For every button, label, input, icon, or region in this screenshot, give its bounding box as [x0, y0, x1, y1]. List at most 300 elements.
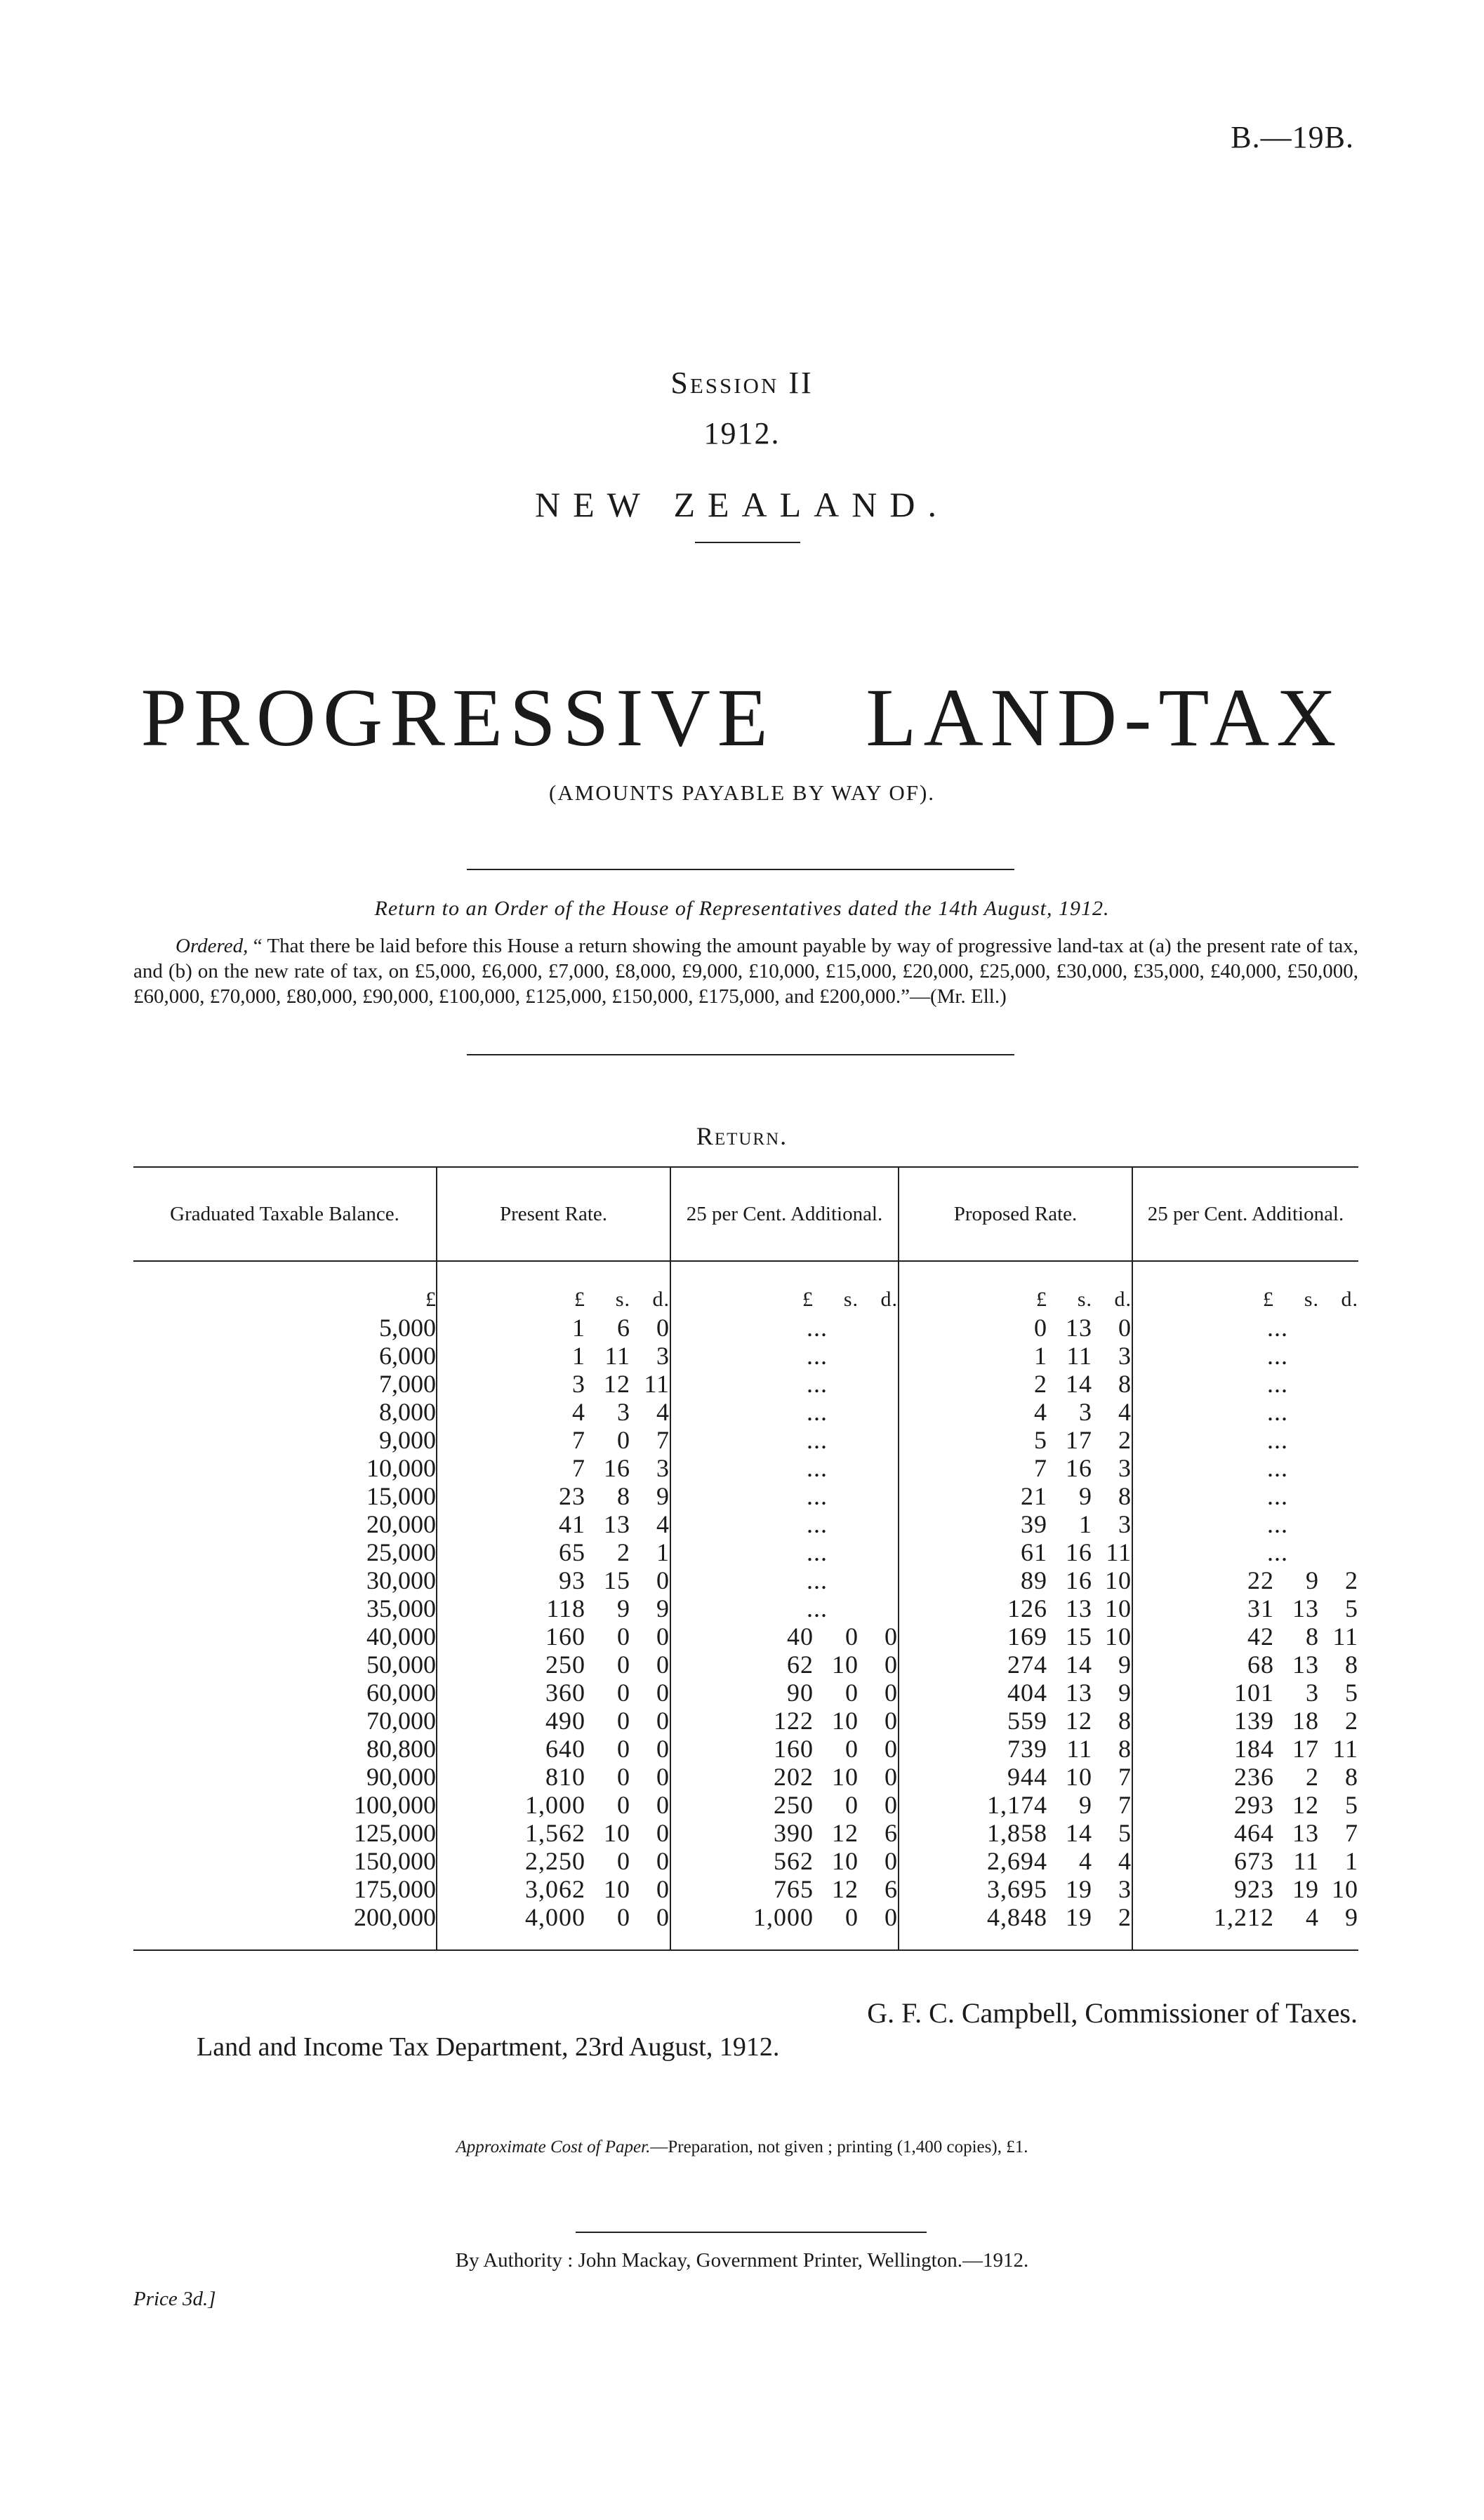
- balance-value: 125,000: [354, 1819, 436, 1847]
- proposed-rate-pence: 5: [1118, 1819, 1132, 1847]
- present-rate-pence: 0: [656, 1791, 670, 1819]
- present-rate-pence: 0: [656, 1679, 670, 1707]
- table-row: [133, 1482, 1358, 1510]
- present-additional-pounds: ...: [807, 1566, 828, 1594]
- present-additional-pounds: ...: [807, 1398, 828, 1426]
- proposed-rate-shillings: 14: [1066, 1819, 1092, 1847]
- present-additional-pounds: 1,000: [753, 1903, 814, 1931]
- session-label: Session II: [670, 366, 814, 400]
- present-additional-shillings: 10: [832, 1707, 859, 1735]
- present-additional-shillings: 0: [845, 1791, 859, 1819]
- present-rate-pounds: 810: [545, 1763, 585, 1791]
- header-proposed-rate: Proposed Rate.: [899, 1167, 1132, 1261]
- proposed-rate-pence: 3: [1118, 1875, 1132, 1903]
- present-additional-pence: 6: [885, 1819, 898, 1847]
- present-additional-pence: 0: [885, 1679, 898, 1707]
- table-row: [133, 1566, 1358, 1594]
- proposed-additional-pounds: 22: [1247, 1566, 1274, 1594]
- proposed-additional-pounds: ...: [1267, 1398, 1288, 1426]
- proposed-rate-shillings: 11: [1066, 1342, 1092, 1370]
- proposed-rate-pence: 3: [1118, 1454, 1132, 1482]
- proposed-rate-pence: 2: [1118, 1903, 1132, 1931]
- proposed-rate-shillings: 16: [1066, 1566, 1092, 1594]
- proposed-additional-pence: 11: [1332, 1622, 1358, 1651]
- proposed-additional-pence: 9: [1345, 1903, 1358, 1931]
- proposed-rate-shillings: 15: [1066, 1622, 1092, 1651]
- present-rate-pounds: 360: [545, 1679, 585, 1707]
- proposed-additional-pence: 11: [1332, 1735, 1358, 1763]
- present-rate-pounds: 490: [545, 1707, 585, 1735]
- present-rate-pounds: 250: [545, 1651, 585, 1679]
- table-row: [133, 1594, 1358, 1622]
- proposed-rate-pounds: 2,694: [987, 1847, 1047, 1875]
- ordered-paragraph: [133, 933, 1358, 1009]
- proposed-rate-shillings: 10: [1066, 1763, 1092, 1791]
- present-additional-pence: 0: [885, 1847, 898, 1875]
- present-rate-shillings: 0: [617, 1679, 630, 1707]
- present-rate-pence: 0: [656, 1819, 670, 1847]
- present-rate-pence: 0: [656, 1566, 670, 1594]
- present-additional-pence: 0: [885, 1622, 898, 1651]
- proposed-rate-pounds: 3,695: [987, 1875, 1047, 1903]
- table-row: [133, 1398, 1358, 1426]
- present-rate-shillings: 0: [617, 1707, 630, 1735]
- proposed-additional-pounds: ...: [1267, 1314, 1288, 1342]
- unit-shillings: s.: [843, 1288, 859, 1311]
- present-rate-pounds: 1: [572, 1314, 585, 1342]
- page-title: PROGRESSIVE LAND-TAX: [140, 672, 1344, 764]
- balance-value: 60,000: [366, 1679, 436, 1707]
- proposed-rate-pounds: 39: [1021, 1510, 1047, 1538]
- present-additional-pounds: 160: [774, 1735, 814, 1763]
- present-additional-pounds: 62: [787, 1651, 814, 1679]
- header-present-additional: 25 per Cent. Additional.: [670, 1167, 899, 1261]
- present-rate-pence: 0: [656, 1875, 670, 1903]
- proposed-additional-pounds: ...: [1267, 1510, 1288, 1538]
- balance-value: 175,000: [354, 1875, 436, 1903]
- proposed-additional-shillings: 12: [1292, 1791, 1319, 1819]
- unit-pound: £: [1263, 1288, 1274, 1311]
- present-rate-shillings: 0: [617, 1622, 630, 1651]
- proposed-rate-pence: 7: [1118, 1791, 1132, 1819]
- present-additional-pounds: 202: [774, 1763, 814, 1791]
- present-rate-pounds: 1,562: [525, 1819, 585, 1847]
- present-rate-pence: 3: [656, 1454, 670, 1482]
- printer-authority-line: By Authority : John Mackay, Government Printer, Wellington.—1912.: [455, 2249, 1029, 2272]
- proposed-rate-shillings: 11: [1066, 1735, 1092, 1763]
- country-heading: NEW ZEALAND.: [535, 485, 949, 524]
- proposed-additional-pounds: ...: [1267, 1370, 1288, 1398]
- unit-pound: £: [802, 1288, 814, 1311]
- present-rate-pence: 0: [656, 1735, 670, 1763]
- balance-value: 15,000: [366, 1482, 436, 1510]
- present-rate-shillings: 0: [617, 1735, 630, 1763]
- proposed-rate-shillings: 13: [1066, 1314, 1092, 1342]
- proposed-additional-pounds: 101: [1234, 1679, 1274, 1707]
- header-present-rate: Present Rate.: [437, 1167, 670, 1261]
- present-additional-pounds: 390: [774, 1819, 814, 1847]
- proposed-additional-pounds: 42: [1247, 1622, 1274, 1651]
- tax-return-table: [133, 1166, 1358, 1951]
- present-rate-pounds: 7: [572, 1426, 585, 1454]
- balance-value: 30,000: [366, 1566, 436, 1594]
- present-rate-pence: 0: [656, 1903, 670, 1931]
- proposed-rate-pence: 2: [1118, 1426, 1132, 1454]
- session-year: 1912.: [703, 416, 781, 451]
- proposed-additional-pounds: ...: [1267, 1426, 1288, 1454]
- proposed-rate-pounds: 274: [1007, 1651, 1047, 1679]
- present-additional-pence: 0: [885, 1735, 898, 1763]
- table-row: [133, 1651, 1358, 1679]
- proposed-additional-pounds: 139: [1234, 1707, 1274, 1735]
- proposed-rate-shillings: 19: [1066, 1903, 1092, 1931]
- present-rate-pounds: 23: [559, 1482, 585, 1510]
- proposed-rate-pounds: 5: [1034, 1426, 1047, 1454]
- present-additional-pence: 0: [885, 1763, 898, 1791]
- present-rate-shillings: 6: [617, 1314, 630, 1342]
- proposed-rate-pounds: 0: [1034, 1314, 1047, 1342]
- table-row: [133, 1847, 1358, 1875]
- present-rate-shillings: 0: [617, 1903, 630, 1931]
- proposed-additional-pence: 7: [1345, 1819, 1358, 1847]
- present-rate-shillings: 0: [617, 1791, 630, 1819]
- present-rate-shillings: 10: [604, 1819, 630, 1847]
- proposed-rate-shillings: 1: [1079, 1510, 1092, 1538]
- table-row: [133, 1454, 1358, 1482]
- present-rate-pence: 3: [656, 1342, 670, 1370]
- proposed-rate-pence: 10: [1105, 1594, 1132, 1622]
- proposed-rate-pounds: 7: [1034, 1454, 1047, 1482]
- present-rate-shillings: 8: [617, 1482, 630, 1510]
- proposed-additional-shillings: 11: [1293, 1847, 1319, 1875]
- proposed-rate-pounds: 1: [1034, 1342, 1047, 1370]
- proposed-rate-pence: 8: [1118, 1735, 1132, 1763]
- proposed-rate-pounds: 4,848: [987, 1903, 1047, 1931]
- proposed-additional-pence: 2: [1345, 1566, 1358, 1594]
- present-additional-shillings: 0: [845, 1622, 859, 1651]
- present-additional-pounds: 562: [774, 1847, 814, 1875]
- proposed-rate-shillings: 16: [1066, 1454, 1092, 1482]
- present-additional-pounds: 40: [787, 1622, 814, 1651]
- proposed-rate-pence: 3: [1118, 1510, 1132, 1538]
- present-rate-pounds: 1,000: [525, 1791, 585, 1819]
- proposed-additional-shillings: 4: [1306, 1903, 1319, 1931]
- present-rate-shillings: 13: [604, 1510, 630, 1538]
- proposed-additional-pounds: ...: [1267, 1454, 1288, 1482]
- unit-pound: £: [1036, 1288, 1047, 1311]
- present-additional-shillings: 10: [832, 1763, 859, 1791]
- proposed-rate-pence: 9: [1118, 1651, 1132, 1679]
- proposed-additional-pounds: 184: [1234, 1735, 1274, 1763]
- present-rate-shillings: 0: [617, 1847, 630, 1875]
- proposed-rate-shillings: 17: [1066, 1426, 1092, 1454]
- unit-pence: d.: [880, 1288, 898, 1311]
- page-subtitle: (AMOUNTS PAYABLE BY WAY OF).: [548, 780, 936, 805]
- proposed-rate-pounds: 4: [1034, 1398, 1047, 1426]
- unit-shillings: s.: [1077, 1288, 1092, 1311]
- table-row: [133, 1679, 1358, 1707]
- present-rate-pence: 11: [644, 1370, 670, 1398]
- proposed-additional-pounds: 293: [1234, 1791, 1274, 1819]
- return-heading: Return.: [696, 1122, 788, 1150]
- balance-value: 6,000: [379, 1342, 436, 1370]
- proposed-rate-pounds: 944: [1007, 1763, 1047, 1791]
- present-rate-shillings: 15: [604, 1566, 630, 1594]
- balance-value: 20,000: [366, 1510, 436, 1538]
- present-rate-pounds: 1: [572, 1342, 585, 1370]
- present-rate-shillings: 0: [617, 1426, 630, 1454]
- return-order-line: Return to an Order of the House of Representatives dated the 14th August, 1912.: [374, 897, 1110, 920]
- proposed-rate-pounds: 1,174: [987, 1791, 1047, 1819]
- present-rate-pounds: 65: [559, 1538, 585, 1566]
- proposed-rate-shillings: 16: [1066, 1538, 1092, 1566]
- present-rate-shillings: 3: [617, 1398, 630, 1426]
- table-row: [133, 1763, 1358, 1791]
- balance-value: 90,000: [366, 1763, 436, 1791]
- proposed-rate-shillings: 13: [1066, 1594, 1092, 1622]
- present-rate-pounds: 4,000: [525, 1903, 585, 1931]
- present-additional-shillings: 10: [832, 1651, 859, 1679]
- proposed-additional-shillings: 13: [1292, 1819, 1319, 1847]
- proposed-additional-pence: 2: [1345, 1707, 1358, 1735]
- proposed-additional-shillings: 9: [1306, 1566, 1319, 1594]
- paper-cost-label: Approximate Cost of Paper.: [456, 2138, 651, 2156]
- unit-shillings: s.: [1304, 1288, 1319, 1311]
- proposed-rate-pence: 3: [1118, 1342, 1132, 1370]
- present-rate-pence: 4: [656, 1398, 670, 1426]
- proposed-rate-pence: 7: [1118, 1763, 1132, 1791]
- present-rate-pounds: 3: [572, 1370, 585, 1398]
- table-row: [133, 1622, 1358, 1651]
- present-rate-pence: 0: [656, 1847, 670, 1875]
- signature-line: [867, 1996, 1358, 2029]
- proposed-rate-pence: 0: [1118, 1314, 1132, 1342]
- present-additional-pounds: 250: [774, 1791, 814, 1819]
- proposed-rate-pence: 8: [1118, 1482, 1132, 1510]
- balance-value: 70,000: [366, 1707, 436, 1735]
- present-additional-pence: 0: [885, 1651, 898, 1679]
- present-additional-pence: 6: [885, 1875, 898, 1903]
- proposed-additional-shillings: 13: [1292, 1651, 1319, 1679]
- present-additional-shillings: 0: [845, 1903, 859, 1931]
- present-additional-pounds: ...: [807, 1314, 828, 1342]
- proposed-rate-pounds: 559: [1007, 1707, 1047, 1735]
- table-row: [133, 1707, 1358, 1735]
- proposed-additional-pence: 5: [1345, 1791, 1358, 1819]
- proposed-additional-pence: 8: [1345, 1651, 1358, 1679]
- balance-value: 200,000: [354, 1903, 436, 1931]
- proposed-rate-shillings: 3: [1079, 1398, 1092, 1426]
- price-line: Price 3d.]: [133, 2288, 216, 2310]
- balance-value: 150,000: [354, 1847, 436, 1875]
- present-additional-pounds: ...: [807, 1510, 828, 1538]
- present-additional-shillings: 0: [845, 1735, 859, 1763]
- present-additional-pounds: 122: [774, 1707, 814, 1735]
- table-row: [133, 1819, 1358, 1847]
- proposed-additional-pounds: 31: [1247, 1594, 1274, 1622]
- present-additional-pounds: 90: [787, 1679, 814, 1707]
- proposed-rate-shillings: 14: [1066, 1370, 1092, 1398]
- proposed-rate-shillings: 19: [1066, 1875, 1092, 1903]
- proposed-rate-pounds: 739: [1007, 1735, 1047, 1763]
- proposed-additional-shillings: 3: [1306, 1679, 1319, 1707]
- present-additional-pence: 0: [885, 1791, 898, 1819]
- balance-value: 8,000: [379, 1398, 436, 1426]
- present-additional-shillings: 0: [845, 1679, 859, 1707]
- present-rate-pounds: 3,062: [525, 1875, 585, 1903]
- present-additional-pence: 0: [885, 1707, 898, 1735]
- present-additional-pounds: ...: [807, 1594, 828, 1622]
- table-row: [133, 1903, 1358, 1950]
- proposed-rate-shillings: 14: [1066, 1651, 1092, 1679]
- proposed-rate-shillings: 12: [1066, 1707, 1092, 1735]
- table-row: [133, 1426, 1358, 1454]
- present-rate-shillings: 9: [617, 1594, 630, 1622]
- proposed-additional-shillings: 8: [1306, 1622, 1319, 1651]
- proposed-additional-shillings: 2: [1306, 1763, 1319, 1791]
- balance-value: 9,000: [379, 1426, 436, 1454]
- balance-value: 50,000: [366, 1651, 436, 1679]
- balance-value: 10,000: [366, 1454, 436, 1482]
- unit-pence: d.: [652, 1288, 670, 1311]
- paper-cost-text: —Preparation, not given ; printing (1,400 copies), £1.: [650, 2138, 1028, 2156]
- header-proposed-additional: 25 per Cent. Additional.: [1132, 1167, 1358, 1261]
- present-rate-shillings: 0: [617, 1763, 630, 1791]
- present-rate-pence: 9: [656, 1482, 670, 1510]
- proposed-rate-shillings: 13: [1066, 1679, 1092, 1707]
- present-additional-pounds: ...: [807, 1538, 828, 1566]
- present-rate-pence: 0: [656, 1763, 670, 1791]
- proposed-rate-pounds: 1,858: [987, 1819, 1047, 1847]
- present-additional-pounds: ...: [807, 1342, 828, 1370]
- present-rate-pounds: 7: [572, 1454, 585, 1482]
- department-date-line: Land and Income Tax Department, 23rd August, 1912.: [197, 2032, 780, 2062]
- unit-pence: d.: [1114, 1288, 1132, 1311]
- proposed-additional-pounds: ...: [1267, 1538, 1288, 1566]
- proposed-rate-shillings: 9: [1079, 1482, 1092, 1510]
- present-rate-pence: 0: [656, 1707, 670, 1735]
- present-additional-pounds: 765: [774, 1875, 814, 1903]
- present-additional-pence: 0: [885, 1903, 898, 1931]
- divider-order: [467, 1054, 1014, 1055]
- present-rate-pounds: 41: [559, 1510, 585, 1538]
- proposed-additional-pounds: 68: [1247, 1651, 1274, 1679]
- proposed-additional-pounds: 236: [1234, 1763, 1274, 1791]
- present-rate-pence: 7: [656, 1426, 670, 1454]
- proposed-rate-pence: 4: [1118, 1398, 1132, 1426]
- proposed-additional-pounds: 464: [1234, 1819, 1274, 1847]
- present-rate-pounds: 640: [545, 1735, 585, 1763]
- table-header-row: [133, 1167, 1358, 1261]
- proposed-additional-shillings: 19: [1292, 1875, 1319, 1903]
- document-reference: B.—19B.: [1231, 120, 1354, 154]
- present-rate-shillings: 0: [617, 1651, 630, 1679]
- proposed-rate-pence: 8: [1118, 1370, 1132, 1398]
- unit-pound: £: [574, 1288, 585, 1311]
- proposed-additional-pence: 8: [1345, 1763, 1358, 1791]
- present-rate-pounds: 118: [546, 1594, 585, 1622]
- proposed-additional-pounds: 1,212: [1214, 1903, 1274, 1931]
- balance-value: 5,000: [379, 1314, 436, 1342]
- proposed-rate-pence: 9: [1118, 1679, 1132, 1707]
- table-row: [133, 1314, 1358, 1342]
- proposed-additional-pounds: 923: [1234, 1875, 1274, 1903]
- paper-cost-line: [0, 2138, 1484, 2157]
- proposed-rate-shillings: 4: [1079, 1847, 1092, 1875]
- present-rate-pence: 0: [656, 1651, 670, 1679]
- present-additional-shillings: 12: [832, 1875, 859, 1903]
- proposed-rate-pence: 4: [1118, 1847, 1132, 1875]
- proposed-additional-shillings: 17: [1292, 1735, 1319, 1763]
- present-rate-shillings: 2: [617, 1538, 630, 1566]
- balance-value: 100,000: [354, 1791, 436, 1819]
- header-graduated-balance: Graduated Taxable Balance.: [133, 1167, 437, 1261]
- ordered-label: Ordered,: [175, 935, 249, 957]
- balance-value: 25,000: [366, 1538, 436, 1566]
- ordered-text: “ That there be laid before this House a return showing the amount payable by way of progressive land-tax at (a) the present rate of tax, and (b) on the new rate of tax, on £5,000, £6,000, £7,000, £8,000, £9,000, £10,000, £15,000, £20,000, £25,000, £30,000, £35,000, £40,000, £50,000, £60,000, £70,000, £80,000, £90,000, £100,000, £125,000, £150,000, £175,000, and £200,000.”—(Mr. Ell.): [133, 935, 1358, 1008]
- present-rate-shillings: 12: [604, 1370, 630, 1398]
- proposed-additional-shillings: 18: [1292, 1707, 1319, 1735]
- proposed-rate-pounds: 89: [1021, 1566, 1047, 1594]
- present-additional-shillings: 12: [832, 1819, 859, 1847]
- balance-value: 7,000: [379, 1370, 436, 1398]
- proposed-rate-pounds: 126: [1007, 1594, 1047, 1622]
- balance-value: 35,000: [366, 1594, 436, 1622]
- proposed-additional-pence: 5: [1345, 1594, 1358, 1622]
- present-rate-shillings: 10: [604, 1875, 630, 1903]
- table-row: [133, 1370, 1358, 1398]
- present-rate-pence: 0: [656, 1314, 670, 1342]
- proposed-rate-pounds: 169: [1007, 1622, 1047, 1651]
- proposed-additional-shillings: 13: [1292, 1594, 1319, 1622]
- present-rate-pounds: 93: [559, 1566, 585, 1594]
- proposed-rate-pounds: 21: [1021, 1482, 1047, 1510]
- table-row: [133, 1791, 1358, 1819]
- table-row: [133, 1735, 1358, 1763]
- proposed-rate-pounds: 2: [1034, 1370, 1047, 1398]
- balance-value: 80,800: [366, 1735, 436, 1763]
- present-additional-shillings: 10: [832, 1847, 859, 1875]
- signatory: G. F. C. Campbell, Commissioner of Taxes.: [867, 1997, 1358, 2029]
- present-additional-pounds: ...: [807, 1370, 828, 1398]
- present-rate-pounds: 4: [572, 1398, 585, 1426]
- present-rate-pence: 4: [656, 1510, 670, 1538]
- divider-title: [467, 869, 1014, 870]
- proposed-rate-pence: 11: [1106, 1538, 1132, 1566]
- proposed-rate-pounds: 404: [1007, 1679, 1047, 1707]
- proposed-rate-pounds: 61: [1021, 1538, 1047, 1566]
- proposed-additional-pence: 1: [1345, 1847, 1358, 1875]
- table-row: [133, 1510, 1358, 1538]
- proposed-additional-pence: 10: [1332, 1875, 1358, 1903]
- table-row: [133, 1875, 1358, 1903]
- proposed-additional-pounds: ...: [1267, 1482, 1288, 1510]
- proposed-additional-pence: 5: [1345, 1679, 1358, 1707]
- present-rate-pence: 0: [656, 1622, 670, 1651]
- present-rate-pounds: 2,250: [525, 1847, 585, 1875]
- present-rate-pounds: 160: [545, 1622, 585, 1651]
- proposed-rate-pence: 8: [1118, 1707, 1132, 1735]
- unit-shillings: s.: [615, 1288, 630, 1311]
- balance-value: 40,000: [366, 1622, 436, 1651]
- present-rate-pence: 1: [656, 1538, 670, 1566]
- proposed-additional-pounds: ...: [1267, 1342, 1288, 1370]
- present-additional-pounds: ...: [807, 1482, 828, 1510]
- proposed-rate-pence: 10: [1105, 1622, 1132, 1651]
- divider-printer: [576, 2232, 927, 2233]
- divider-short: [695, 542, 800, 543]
- present-rate-pence: 9: [656, 1594, 670, 1622]
